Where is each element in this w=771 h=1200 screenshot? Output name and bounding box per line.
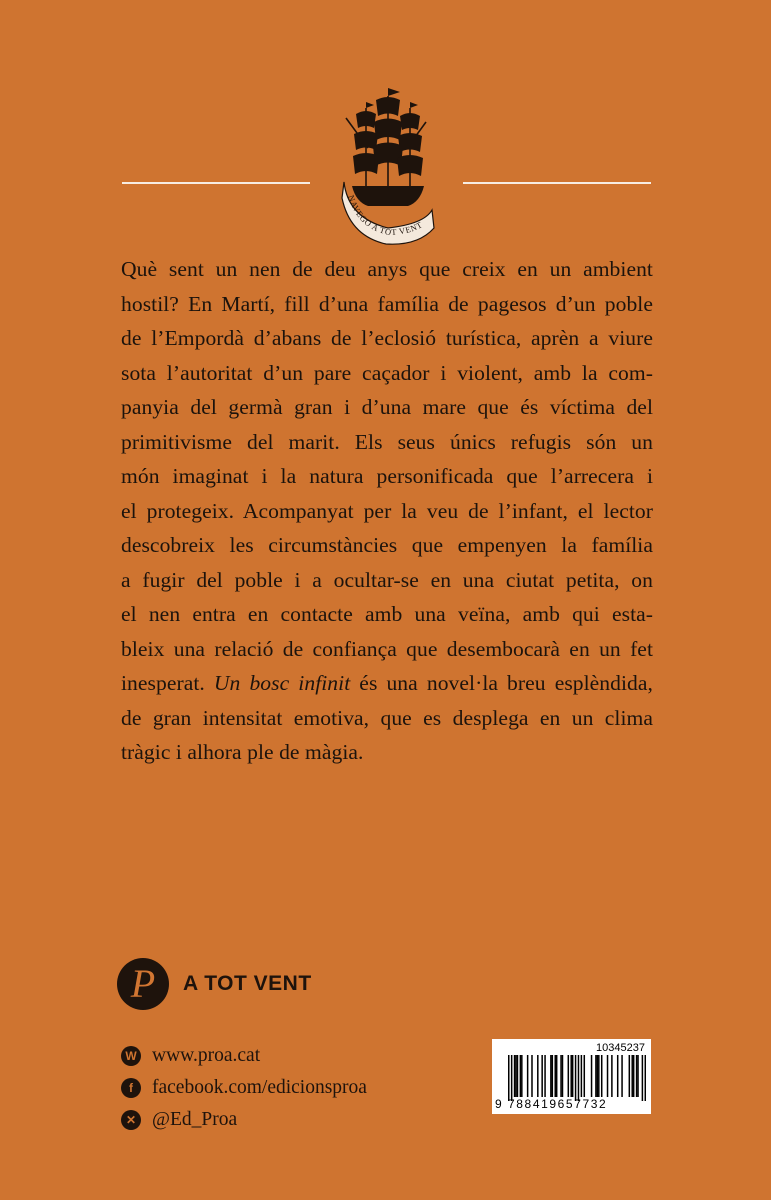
barcode-bar <box>597 1055 599 1097</box>
barcode-bar <box>514 1055 516 1097</box>
barcode-bar <box>527 1055 529 1097</box>
isbn-barcode <box>492 1039 651 1114</box>
barcode-bar <box>581 1055 583 1097</box>
barcode-bar <box>591 1055 593 1097</box>
barcode-bar <box>568 1055 570 1097</box>
barcode-bar <box>550 1055 552 1097</box>
barcode-bar <box>570 1055 572 1097</box>
barcode-bar <box>575 1055 577 1101</box>
barcode-bar <box>562 1055 564 1097</box>
contact-text: www.proa.cat <box>152 1045 261 1066</box>
barcode-bar <box>560 1055 562 1097</box>
barcode-bar <box>633 1055 635 1097</box>
decorative-rule-left <box>122 182 310 184</box>
barcode-bar <box>556 1055 558 1097</box>
publisher-contacts <box>121 1040 367 1136</box>
web-icon: W <box>121 1046 141 1066</box>
blurb-line: hostil? En Martí, fill d’una família de pagesos d’un poble <box>121 291 653 316</box>
blurb-line: a fugir del poble i a ocultar-se en una ciutat petita, on <box>121 567 653 592</box>
blurb-line: sota l’autoritat d’un pare caçador i violent, amb la com- <box>121 360 653 385</box>
x-icon: ✕ <box>121 1110 141 1130</box>
blurb-line: de l’Empordà d’abans de l’eclosió turística, aprèn a viure <box>121 326 653 350</box>
blurb-line-with-title <box>121 666 653 701</box>
barcode-bar <box>508 1055 510 1101</box>
isbn-first-digit: 9 <box>495 1097 502 1111</box>
series-name: A TOT VENT <box>183 972 312 995</box>
barcode-bar <box>595 1055 597 1097</box>
barcode-bar <box>578 1055 580 1101</box>
barcode-bar <box>521 1055 523 1097</box>
blurb-line: el protegeix. Acompanyat per la veu de l’infant, el lector <box>121 498 653 523</box>
barcode-bar <box>631 1055 633 1097</box>
proa-logo-icon: P <box>117 958 169 1010</box>
barcode-bar <box>554 1055 556 1097</box>
contact-text: @Ed_Proa <box>152 1109 238 1130</box>
barcode-bar <box>617 1055 619 1097</box>
series-brand <box>117 956 312 1012</box>
blurb-line: tràgic i alhora ple de màgia. <box>121 740 364 764</box>
blurb-line: Què sent un nen de deu anys que creix en un ambient <box>121 257 653 281</box>
barcode-bar <box>517 1055 519 1097</box>
contact-website[interactable] <box>121 1040 367 1072</box>
blurb-text: és una novel·la breu esplèndida, <box>350 671 653 695</box>
barcode-bar <box>552 1055 554 1097</box>
barcode-bar <box>621 1055 623 1097</box>
contact-facebook[interactable] <box>121 1072 367 1104</box>
contact-x[interactable] <box>121 1104 367 1136</box>
isbn-remaining-digits: 788419657732 <box>508 1097 608 1111</box>
barcode-bar <box>611 1055 613 1097</box>
barcode-bar <box>531 1055 533 1097</box>
barcode-bar <box>544 1055 546 1097</box>
barcode-bar <box>572 1055 574 1097</box>
ship-emblem-icon <box>338 78 438 250</box>
emblem-banner-text: NAVEGO A TOT VENT <box>346 193 425 238</box>
blurb-text: inesperat. <box>121 671 214 695</box>
blurb-line: primitivisme del marit. Els seus únics refugis són un <box>121 429 653 454</box>
barcode-bar <box>541 1055 543 1097</box>
facebook-icon: f <box>121 1078 141 1098</box>
blurb-line: el nen entra en contacte amb una veïna, amb qui esta- <box>121 602 653 626</box>
barcode-bar <box>601 1055 603 1097</box>
blurb-line: descobreix les circumstàncies que empenyen la família <box>121 533 653 557</box>
barcode-bar <box>642 1055 644 1101</box>
decorative-rule-right <box>463 182 651 184</box>
blurb-line: panyia del germà gran i d’una mare que és víctima del <box>121 395 653 419</box>
barcode-bar <box>584 1055 586 1097</box>
barcode-code: 10345237 <box>596 1042 645 1054</box>
barcode-bar <box>537 1055 539 1097</box>
book-title: Un bosc infinit <box>213 671 351 695</box>
barcode-bar <box>520 1055 522 1097</box>
barcode-bar <box>598 1055 600 1097</box>
barcode-bar <box>607 1055 609 1097</box>
isbn-digits <box>495 1097 647 1111</box>
barcode-bar <box>637 1055 639 1097</box>
barcode-bar <box>629 1055 631 1097</box>
contact-text: facebook.com/edicionsproa <box>152 1077 367 1098</box>
barcode-bar <box>511 1055 513 1101</box>
blurb-line: bleix una relació de confiança que desembocarà en un fet <box>121 636 653 661</box>
barcode-bar <box>636 1055 638 1097</box>
blurb-line: món imaginat i la natura personificada que l’arrecera i <box>121 464 653 488</box>
blurb-line: de gran intensitat emotiva, que es desplega en un clima <box>121 705 653 730</box>
barcode-bar <box>515 1055 517 1097</box>
barcode-bars <box>508 1055 646 1101</box>
barcode-bar <box>645 1055 646 1101</box>
back-cover-blurb <box>121 252 653 770</box>
